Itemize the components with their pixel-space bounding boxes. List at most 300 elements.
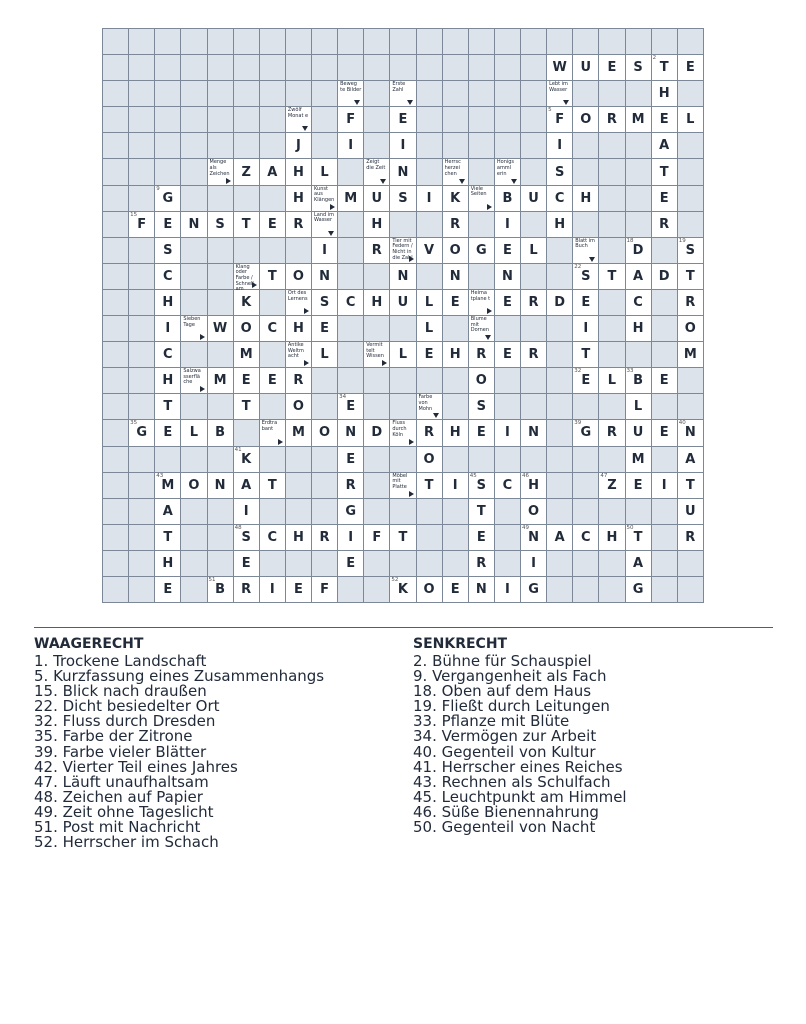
clue-cell: [495, 159, 521, 185]
letter-cell[interactable]: [626, 473, 652, 499]
letter-cell[interactable]: [573, 264, 599, 290]
letter-cell[interactable]: [547, 212, 573, 238]
letter-cell[interactable]: [390, 264, 416, 290]
blank-cell: [286, 473, 312, 499]
letter-cell[interactable]: [678, 473, 704, 499]
cell-letter: S: [633, 60, 643, 76]
letter-cell[interactable]: [364, 186, 390, 212]
cell-letter: A: [685, 451, 696, 467]
letter-cell[interactable]: [234, 290, 260, 316]
cell-letter: T: [685, 268, 695, 284]
blank-cell: [443, 133, 469, 159]
blank-cell: [547, 394, 573, 420]
letter-cell[interactable]: [443, 290, 469, 316]
letter-cell[interactable]: [652, 55, 678, 81]
cell-letter: H: [632, 321, 644, 337]
blank-cell: [626, 499, 652, 525]
cell-letter: E: [163, 216, 173, 232]
letter-cell[interactable]: [181, 420, 207, 446]
letter-cell[interactable]: [208, 368, 234, 394]
letter-cell[interactable]: [469, 551, 495, 577]
letter-cell[interactable]: [234, 342, 260, 368]
letter-cell[interactable]: [443, 420, 469, 446]
blank-cell: [495, 107, 521, 133]
letter-cell[interactable]: [652, 186, 678, 212]
letter-cell[interactable]: [286, 212, 312, 238]
letter-cell[interactable]: [286, 133, 312, 159]
letter-cell[interactable]: [260, 473, 286, 499]
letter-cell[interactable]: [155, 264, 181, 290]
letter-cell[interactable]: [417, 577, 443, 603]
letter-cell[interactable]: [678, 525, 704, 551]
letter-cell[interactable]: [338, 290, 364, 316]
letter-cell[interactable]: [155, 420, 181, 446]
letter-cell[interactable]: [652, 264, 678, 290]
letter-cell[interactable]: [443, 473, 469, 499]
letter-cell[interactable]: [364, 290, 390, 316]
letter-cell[interactable]: [495, 577, 521, 603]
cell-letter: E: [476, 425, 486, 441]
letter-cell[interactable]: [521, 525, 547, 551]
blank-cell: [103, 81, 129, 107]
letter-cell[interactable]: [417, 420, 443, 446]
letter-cell[interactable]: [521, 290, 547, 316]
letter-cell[interactable]: [547, 55, 573, 81]
cell-letter: N: [449, 268, 461, 284]
cell-letter: S: [685, 242, 695, 258]
letter-cell[interactable]: [338, 525, 364, 551]
cell-letter: A: [659, 138, 670, 154]
blank-cell: [469, 447, 495, 473]
letter-cell[interactable]: [260, 525, 286, 551]
cell-letter: K: [241, 294, 252, 310]
clue-cell-text: Herrsc herzei chen: [444, 159, 461, 177]
letter-cell[interactable]: [495, 473, 521, 499]
letter-cell[interactable]: [521, 186, 547, 212]
blank-cell: [495, 447, 521, 473]
letter-cell[interactable]: [521, 473, 547, 499]
letter-cell[interactable]: [260, 159, 286, 185]
arrow-right-icon: [304, 308, 309, 314]
letter-cell[interactable]: [181, 473, 207, 499]
letter-cell[interactable]: [599, 107, 625, 133]
letter-cell[interactable]: [286, 368, 312, 394]
letter-cell[interactable]: [155, 316, 181, 342]
cell-letter: W: [552, 60, 567, 76]
letter-cell[interactable]: [364, 238, 390, 264]
letter-cell[interactable]: [260, 264, 286, 290]
letter-cell[interactable]: [390, 525, 416, 551]
letter-cell[interactable]: [234, 212, 260, 238]
cell-letter: M: [239, 347, 253, 363]
blank-cell: [652, 551, 678, 577]
letter-cell[interactable]: [338, 133, 364, 159]
letter-cell[interactable]: [312, 159, 338, 185]
blank-cell: [599, 447, 625, 473]
letter-cell[interactable]: [573, 55, 599, 81]
letter-cell[interactable]: [338, 186, 364, 212]
letter-cell[interactable]: [208, 420, 234, 446]
down-clue: 41. Herrscher eines Reiches: [413, 757, 623, 776]
letter-cell[interactable]: [521, 551, 547, 577]
letter-cell[interactable]: [208, 473, 234, 499]
letter-cell[interactable]: [286, 186, 312, 212]
letter-cell[interactable]: [312, 342, 338, 368]
blank-cell: [678, 81, 704, 107]
letter-cell[interactable]: [626, 420, 652, 446]
blank-cell: [338, 159, 364, 185]
letter-cell[interactable]: [495, 342, 521, 368]
blank-cell: [103, 186, 129, 212]
letter-cell[interactable]: [469, 499, 495, 525]
letter-cell[interactable]: [155, 368, 181, 394]
letter-cell[interactable]: [626, 447, 652, 473]
letter-cell[interactable]: [469, 577, 495, 603]
blank-cell: [260, 290, 286, 316]
letter-cell[interactable]: [234, 316, 260, 342]
letter-cell[interactable]: [312, 238, 338, 264]
cell-letter: H: [292, 529, 304, 545]
letter-cell[interactable]: [443, 186, 469, 212]
letter-cell[interactable]: [417, 342, 443, 368]
letter-cell[interactable]: [547, 159, 573, 185]
letter-cell[interactable]: [286, 394, 312, 420]
cell-letter: S: [319, 294, 330, 310]
letter-cell[interactable]: [260, 316, 286, 342]
letter-cell[interactable]: [678, 447, 704, 473]
letter-cell[interactable]: [155, 577, 181, 603]
arrow-down-icon: [328, 231, 334, 236]
cell-letter: A: [554, 529, 565, 545]
across-clues: [34, 636, 404, 850]
letter-cell[interactable]: [495, 186, 521, 212]
letter-cell[interactable]: [469, 420, 495, 446]
letter-cell[interactable]: [155, 238, 181, 264]
blank-cell: [338, 55, 364, 81]
letter-cell[interactable]: [390, 290, 416, 316]
blank-cell: [599, 342, 625, 368]
letter-cell[interactable]: [417, 186, 443, 212]
letter-cell[interactable]: [495, 290, 521, 316]
letter-cell[interactable]: [312, 420, 338, 446]
cell-letter: H: [606, 529, 618, 545]
letter-cell[interactable]: [626, 55, 652, 81]
blank-cell: [129, 368, 155, 394]
letter-cell[interactable]: [626, 238, 652, 264]
blank-cell: [208, 107, 234, 133]
letter-cell[interactable]: [652, 368, 678, 394]
letter-cell[interactable]: [678, 264, 704, 290]
letter-cell[interactable]: [286, 577, 312, 603]
letter-cell[interactable]: [652, 107, 678, 133]
letter-cell[interactable]: [652, 159, 678, 185]
blank-cell: [181, 290, 207, 316]
letter-cell[interactable]: [312, 290, 338, 316]
letter-cell[interactable]: [155, 394, 181, 420]
arrow-right-icon: [278, 439, 283, 445]
clue-number: 32: [574, 368, 582, 375]
letter-cell[interactable]: [417, 473, 443, 499]
blank-cell: [286, 499, 312, 525]
blank-cell: [417, 368, 443, 394]
letter-cell[interactable]: [547, 290, 573, 316]
blank-cell: [364, 29, 390, 55]
letter-cell[interactable]: [678, 420, 704, 446]
letter-cell[interactable]: [260, 368, 286, 394]
letter-cell[interactable]: [652, 420, 678, 446]
cell-letter: C: [502, 477, 513, 493]
blank-cell: [495, 525, 521, 551]
cell-letter: R: [528, 347, 539, 363]
clue-cell: [312, 212, 338, 238]
blank-cell: [469, 81, 495, 107]
letter-cell[interactable]: [599, 368, 625, 394]
letter-cell[interactable]: [678, 499, 704, 525]
letter-cell[interactable]: [338, 420, 364, 446]
blank-cell: [312, 29, 338, 55]
letter-cell[interactable]: [364, 525, 390, 551]
letter-cell[interactable]: [338, 551, 364, 577]
letter-cell[interactable]: [390, 186, 416, 212]
letter-cell[interactable]: [495, 420, 521, 446]
blank-cell: [129, 447, 155, 473]
letter-cell[interactable]: [678, 107, 704, 133]
letter-cell[interactable]: [234, 447, 260, 473]
clue-cell: [364, 159, 390, 185]
letter-cell[interactable]: [573, 290, 599, 316]
cell-letter: U: [397, 294, 409, 310]
letter-cell[interactable]: [390, 107, 416, 133]
letter-cell[interactable]: [626, 525, 652, 551]
letter-cell[interactable]: [626, 264, 652, 290]
letter-cell[interactable]: [390, 342, 416, 368]
letter-cell[interactable]: [599, 473, 625, 499]
clue-cell: [181, 316, 207, 342]
letter-cell[interactable]: [234, 577, 260, 603]
letter-cell[interactable]: [652, 212, 678, 238]
letter-cell[interactable]: [155, 473, 181, 499]
clue-number: 35: [130, 420, 138, 427]
letter-cell[interactable]: [286, 264, 312, 290]
letter-cell[interactable]: [390, 133, 416, 159]
letter-cell[interactable]: [521, 238, 547, 264]
cell-letter: F: [372, 529, 382, 545]
letter-cell[interactable]: [547, 133, 573, 159]
letter-cell[interactable]: [573, 368, 599, 394]
blank-cell: [547, 316, 573, 342]
clue-number: 51: [208, 576, 216, 583]
blank-cell: [181, 551, 207, 577]
letter-cell[interactable]: [678, 316, 704, 342]
letter-cell[interactable]: [626, 368, 652, 394]
letter-cell[interactable]: [234, 473, 260, 499]
letter-cell[interactable]: [626, 577, 652, 603]
blank-cell: [364, 107, 390, 133]
arrow-right-icon: [409, 491, 414, 497]
cell-letter: U: [580, 60, 592, 76]
blank-cell: [626, 212, 652, 238]
cell-letter: F: [346, 112, 356, 128]
letter-cell[interactable]: [155, 290, 181, 316]
letter-cell[interactable]: [312, 577, 338, 603]
letter-cell[interactable]: [417, 316, 443, 342]
letter-cell[interactable]: [652, 81, 678, 107]
blank-cell: [678, 133, 704, 159]
letter-cell[interactable]: [208, 316, 234, 342]
down-clue: 9. Vergangenheit als Fach: [413, 667, 607, 686]
letter-cell[interactable]: [469, 368, 495, 394]
letter-cell[interactable]: [626, 316, 652, 342]
letter-cell[interactable]: [286, 420, 312, 446]
letter-cell[interactable]: [338, 394, 364, 420]
letter-cell[interactable]: [155, 551, 181, 577]
letter-cell[interactable]: [443, 577, 469, 603]
arrow-down-icon: [563, 100, 569, 105]
letter-cell[interactable]: [338, 447, 364, 473]
letter-cell[interactable]: [469, 238, 495, 264]
letter-cell[interactable]: [312, 525, 338, 551]
clue-cell: [417, 394, 443, 420]
letter-cell[interactable]: [443, 264, 469, 290]
letter-cell[interactable]: [547, 107, 573, 133]
letter-cell[interactable]: [260, 577, 286, 603]
letter-cell[interactable]: [495, 238, 521, 264]
letter-cell[interactable]: [573, 342, 599, 368]
cell-letter: I: [165, 321, 171, 337]
letter-cell[interactable]: [312, 264, 338, 290]
letter-cell[interactable]: [652, 133, 678, 159]
letter-cell[interactable]: [208, 212, 234, 238]
letter-cell[interactable]: [417, 447, 443, 473]
letter-cell[interactable]: [234, 159, 260, 185]
cell-letter: M: [344, 190, 358, 206]
letter-cell[interactable]: [573, 186, 599, 212]
letter-cell[interactable]: [573, 316, 599, 342]
blank-cell: [443, 525, 469, 551]
blank-cell: [678, 368, 704, 394]
letter-cell[interactable]: [599, 55, 625, 81]
letter-cell[interactable]: [338, 499, 364, 525]
letter-cell[interactable]: [129, 212, 155, 238]
letter-cell[interactable]: [234, 499, 260, 525]
letter-cell[interactable]: [234, 368, 260, 394]
letter-cell[interactable]: [626, 290, 652, 316]
letter-cell[interactable]: [495, 212, 521, 238]
letter-cell[interactable]: [390, 577, 416, 603]
cell-letter: I: [661, 477, 667, 493]
letter-cell[interactable]: [521, 342, 547, 368]
letter-cell[interactable]: [155, 525, 181, 551]
letter-cell[interactable]: [678, 342, 704, 368]
blank-cell: [364, 499, 390, 525]
cell-letter: E: [163, 582, 173, 598]
letter-cell[interactable]: [547, 186, 573, 212]
cell-letter: I: [243, 503, 249, 519]
letter-cell[interactable]: [521, 420, 547, 446]
letter-cell[interactable]: [364, 420, 390, 446]
blank-cell: [547, 264, 573, 290]
letter-cell[interactable]: [417, 238, 443, 264]
letter-cell[interactable]: [599, 525, 625, 551]
letter-cell[interactable]: [626, 107, 652, 133]
letter-cell[interactable]: [652, 473, 678, 499]
letter-cell[interactable]: [155, 212, 181, 238]
letter-cell[interactable]: [312, 316, 338, 342]
letter-cell[interactable]: [469, 394, 495, 420]
letter-cell[interactable]: [181, 212, 207, 238]
blank-cell: [573, 212, 599, 238]
letter-cell[interactable]: [469, 525, 495, 551]
letter-cell[interactable]: [234, 551, 260, 577]
letter-cell[interactable]: [521, 577, 547, 603]
letter-cell[interactable]: [678, 238, 704, 264]
blank-cell: [181, 264, 207, 290]
blank-cell: [626, 186, 652, 212]
letter-cell[interactable]: [234, 394, 260, 420]
letter-cell[interactable]: [443, 238, 469, 264]
letter-cell[interactable]: [626, 551, 652, 577]
letter-cell[interactable]: [260, 212, 286, 238]
letter-cell[interactable]: [573, 107, 599, 133]
across-clue: 35. Farbe der Zitrone: [34, 727, 193, 746]
letter-cell[interactable]: [469, 342, 495, 368]
letter-cell[interactable]: [364, 212, 390, 238]
letter-cell[interactable]: [495, 264, 521, 290]
letter-cell[interactable]: [599, 264, 625, 290]
letter-cell[interactable]: [521, 499, 547, 525]
letter-cell[interactable]: [626, 394, 652, 420]
letter-cell[interactable]: [286, 316, 312, 342]
letter-cell[interactable]: [338, 473, 364, 499]
letter-cell[interactable]: [678, 290, 704, 316]
letter-cell[interactable]: [155, 499, 181, 525]
blank-cell: [234, 420, 260, 446]
letter-cell[interactable]: [208, 577, 234, 603]
letter-cell[interactable]: [547, 525, 573, 551]
letter-cell[interactable]: [443, 342, 469, 368]
cell-letter: R: [345, 477, 356, 493]
letter-cell[interactable]: [338, 107, 364, 133]
cell-letter: T: [659, 164, 669, 180]
letter-cell[interactable]: [443, 212, 469, 238]
letter-cell[interactable]: [286, 525, 312, 551]
letter-cell[interactable]: [573, 525, 599, 551]
letter-cell[interactable]: [599, 420, 625, 446]
cell-letter: E: [633, 477, 643, 493]
across-clue: 22. Dicht besiedelter Ort: [34, 697, 220, 716]
blank-cell: [129, 473, 155, 499]
letter-cell[interactable]: [469, 473, 495, 499]
letter-cell[interactable]: [573, 420, 599, 446]
cell-letter: E: [659, 190, 669, 206]
letter-cell[interactable]: [678, 55, 704, 81]
letter-cell[interactable]: [155, 186, 181, 212]
blank-cell: [155, 133, 181, 159]
letter-cell[interactable]: [286, 159, 312, 185]
letter-cell[interactable]: [234, 525, 260, 551]
blank-cell: [547, 473, 573, 499]
cell-letter: U: [685, 503, 696, 519]
letter-cell[interactable]: [390, 159, 416, 185]
cell-letter: E: [685, 60, 695, 76]
letter-cell[interactable]: [129, 420, 155, 446]
letter-cell[interactable]: [417, 290, 443, 316]
letter-cell[interactable]: [155, 342, 181, 368]
blank-cell: [181, 577, 207, 603]
blank-cell: [129, 133, 155, 159]
clue-number: 52: [391, 576, 399, 583]
clue-number: 49: [522, 524, 529, 531]
